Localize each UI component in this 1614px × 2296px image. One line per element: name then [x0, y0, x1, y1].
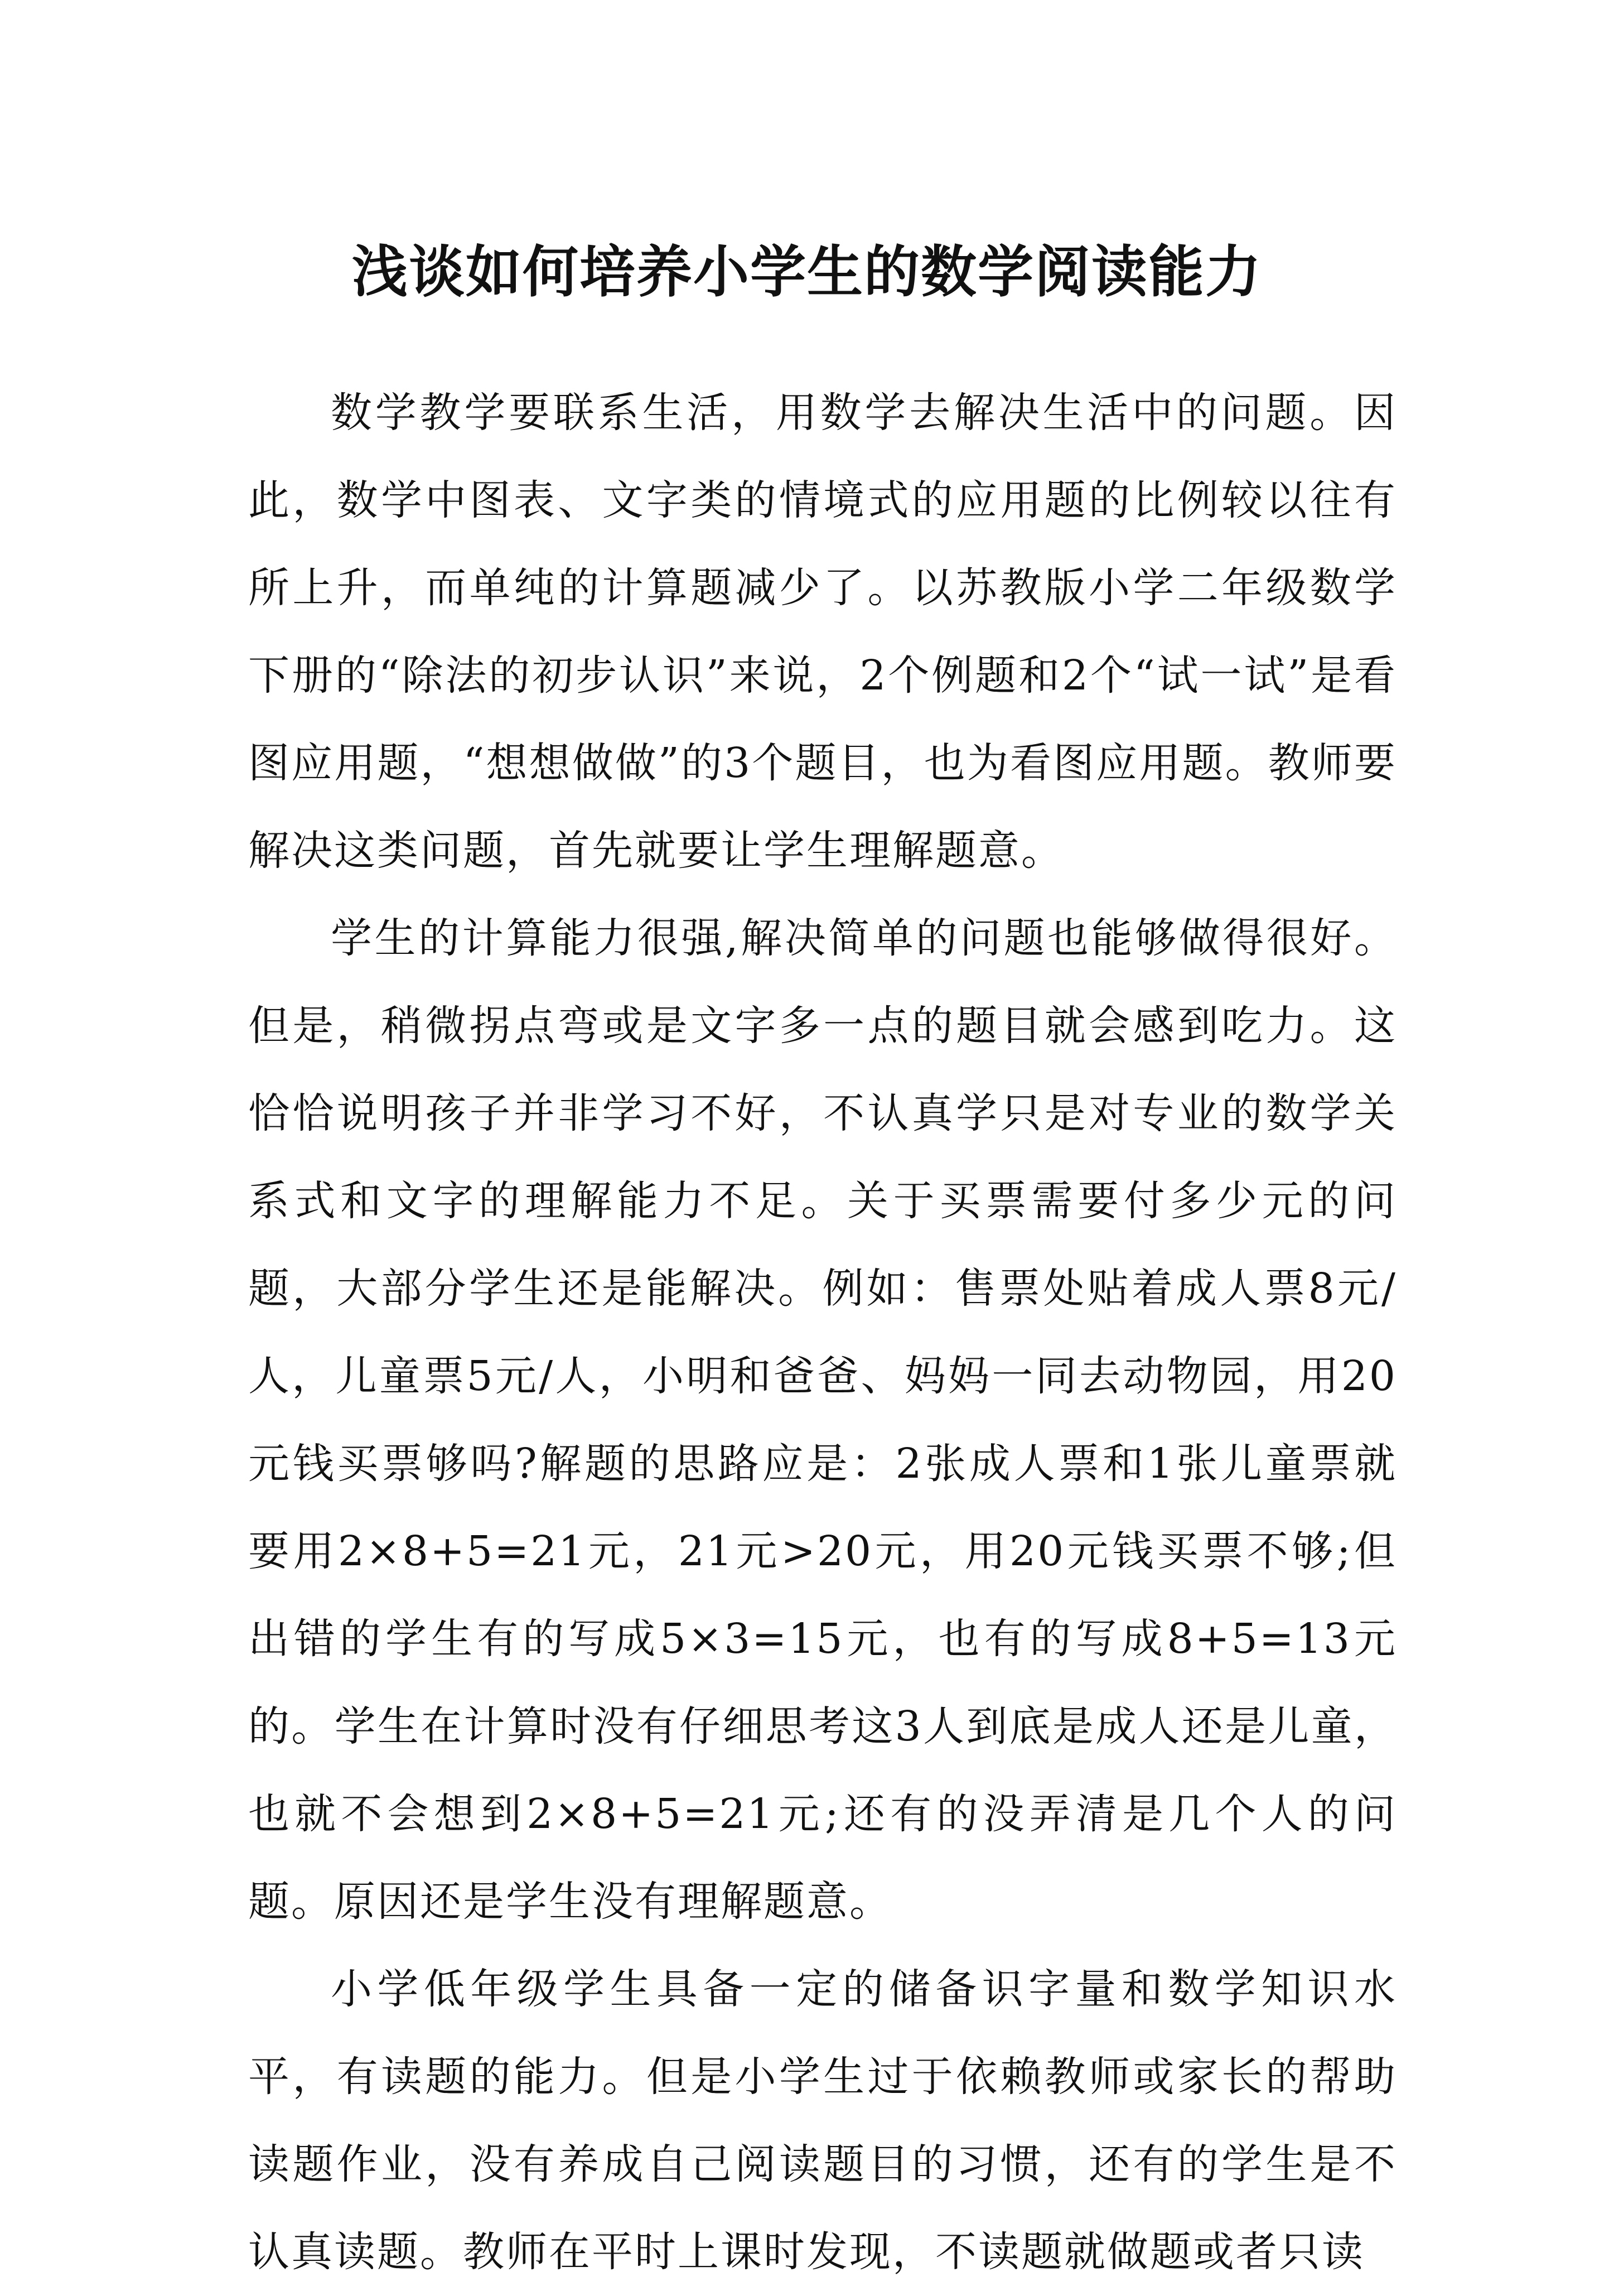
paragraph-1: 数学教学要联系生活，用数学去解决生活中的问题。因此，数学中图表、文字类的情境式的应用题的比例较以往有所上升，而单纯的计算题减少了。以苏教版小学二年级数学下册的“除法的初步认识”来说，2个例题和2个“试一试”是看图应用题，“想想做做”的3个题目，也为看图应用题。教师要解决这类问题，首先就要让学生理解题意。 [248, 389, 1397, 875]
paragraph-2: 学生的计算能力很强,解决简单的问题也能够做得很好。但是，稍微拐点弯或是文字多一点的题目就会感到吃力。这恰恰说明孩子并非学习不好，不认真学只是对专业的数学关系式和文字的理解能力不足。关于买票需要付多少元的问题，大部分学生还是能解决。例如：售票处贴着成人票8元/人，儿童票5元/人，小明和爸爸、妈妈一同去动物园，用20元钱买票够吗?解题的思路应是：2张成人票和1张儿童票就要用2×8+5=21元，21元>20元，用20元钱买票不够;但出错的学生有的写成5×3=15元，也有的写成8+5=13元的。学生在计算时没有仔细思考这3人到底是成人还是儿童，也就不会想到2×8+5=21元;还有的没弄清是几个人的问题。原因还是学生没有理解题意。 [248, 914, 1397, 1926]
document-title: 浅谈如何培养小学生的数学阅读能力 [352, 239, 1262, 305]
document-body [248, 369, 1397, 2296]
paragraph-3: 小学低年级学生具备一定的储备识字量和数学知识水平，有读题的能力。但是小学生过于依赖教师或家长的帮助读题作业，没有养成自己阅读题目的习惯，还有的学生是不认真读题。教师在平时上课时发现，不读题就做题或者只读 [248, 1965, 1397, 2276]
